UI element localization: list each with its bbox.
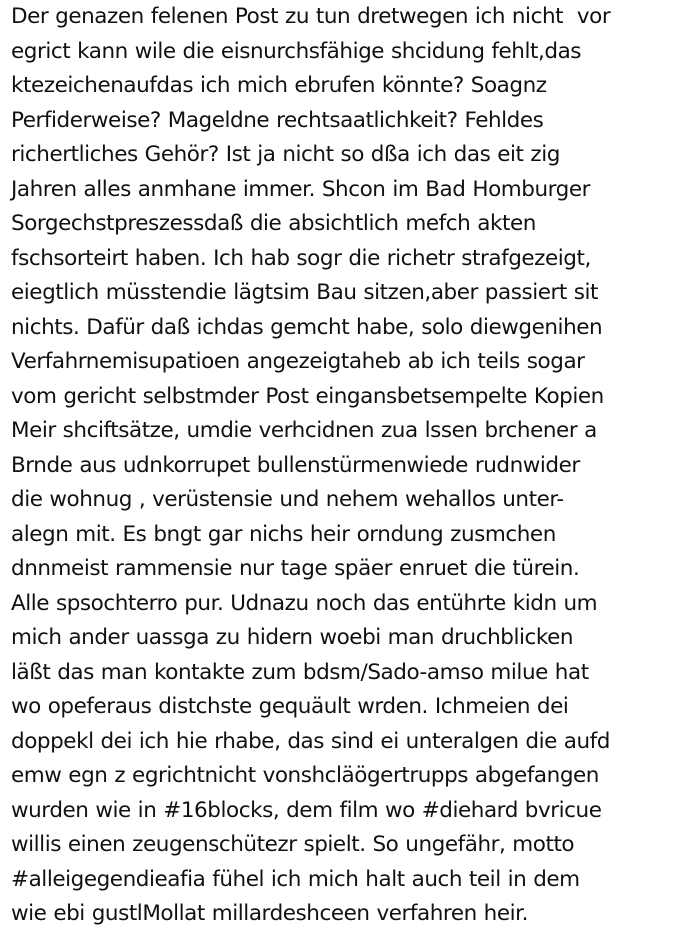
text-line: wurden wie in #16blocks, dem film wo #diehard bvricue: [11, 797, 602, 823]
text-line: emw egn z egrichtnicht vonshcläögertrupps abgefangen: [11, 763, 599, 788]
text-line: wo opeferaus distchste gequäult wrden. Ichmeien dei: [11, 694, 569, 719]
text-line: Der genazen felenen Post zu tun dretwegen ich nicht vor: [11, 4, 611, 29]
text-line: willis einen zeugenschütezr spielt. So ungefähr, motto: [11, 832, 575, 857]
text-line: Verfahrnemisupatioen angezeigtaheb ab ich teils sogar: [11, 349, 585, 374]
text-line: Perfiderweise? Mageldne rechtsaatlichkeit? Fehldes: [11, 107, 544, 133]
text-line: mich ander uassga zu hidern woebi man druchblicken: [11, 625, 574, 650]
text-line: die wohnug , verüstensie und nehem wehallos unter-: [11, 487, 564, 512]
text-line: Brnde aus udnkorrupet bullenstürmenwiede rudnwider: [11, 452, 580, 478]
text-line: egrict kann wile die eisnurchsfähigе shcidung fehlt,das: [11, 38, 582, 64]
text-line: Jahren alles anmhane immer. Shcon im Bad Homburger: [11, 176, 591, 202]
body-text: [11, 0, 681, 932]
text-line: Alle spsochterro pur. Udnazu noch das entührte kidn um: [11, 590, 598, 616]
text-line: alegn mit. Es bngt gar nichs heir orndung zusmchen: [11, 521, 556, 547]
text-line: #alleigegendieafia fühel ich mich halt auch teil in dem: [11, 866, 580, 892]
text-line: läßt das man kontakte zum bdsm/Sado-amso milue hat: [11, 659, 589, 685]
text-line: doppekl dei ich hie rhabe, das sind ei unteralgen die aufd: [11, 728, 610, 754]
text-line: dnnmeist rammensie nur tage späer enruet die türein.: [11, 556, 580, 581]
text-line: ktezeichenaufdas ich mich ebrufen könnte? Soagnz: [11, 73, 547, 98]
text-line: vom gericht selbstmder Post eingansbetsempelte Kopien: [11, 383, 604, 409]
text-line: Sorgechstpreszessdaß die absichtlich mefch akten: [11, 211, 536, 236]
text-line: richertliches Gehör? Ist ja nicht so dßa ich das eit zig: [11, 142, 560, 167]
text-line: fschsorteirt haben. Ich hab sogr die richetr strafgezeigt,: [11, 245, 591, 271]
text-line: eiegtlich müsstendie lägtsim Bau sitzen,aber passiert sit: [11, 280, 599, 305]
text-line: nichts. Dafür daß ichdas gemcht habe, solo diewgenihen: [11, 314, 603, 340]
text-line: Meir shciftsätze, umdie verhcidnen zua lssen brchener a: [11, 418, 597, 443]
text-line: wie ebi gustlMollat millardeshceen verfahren heir.: [11, 901, 528, 926]
